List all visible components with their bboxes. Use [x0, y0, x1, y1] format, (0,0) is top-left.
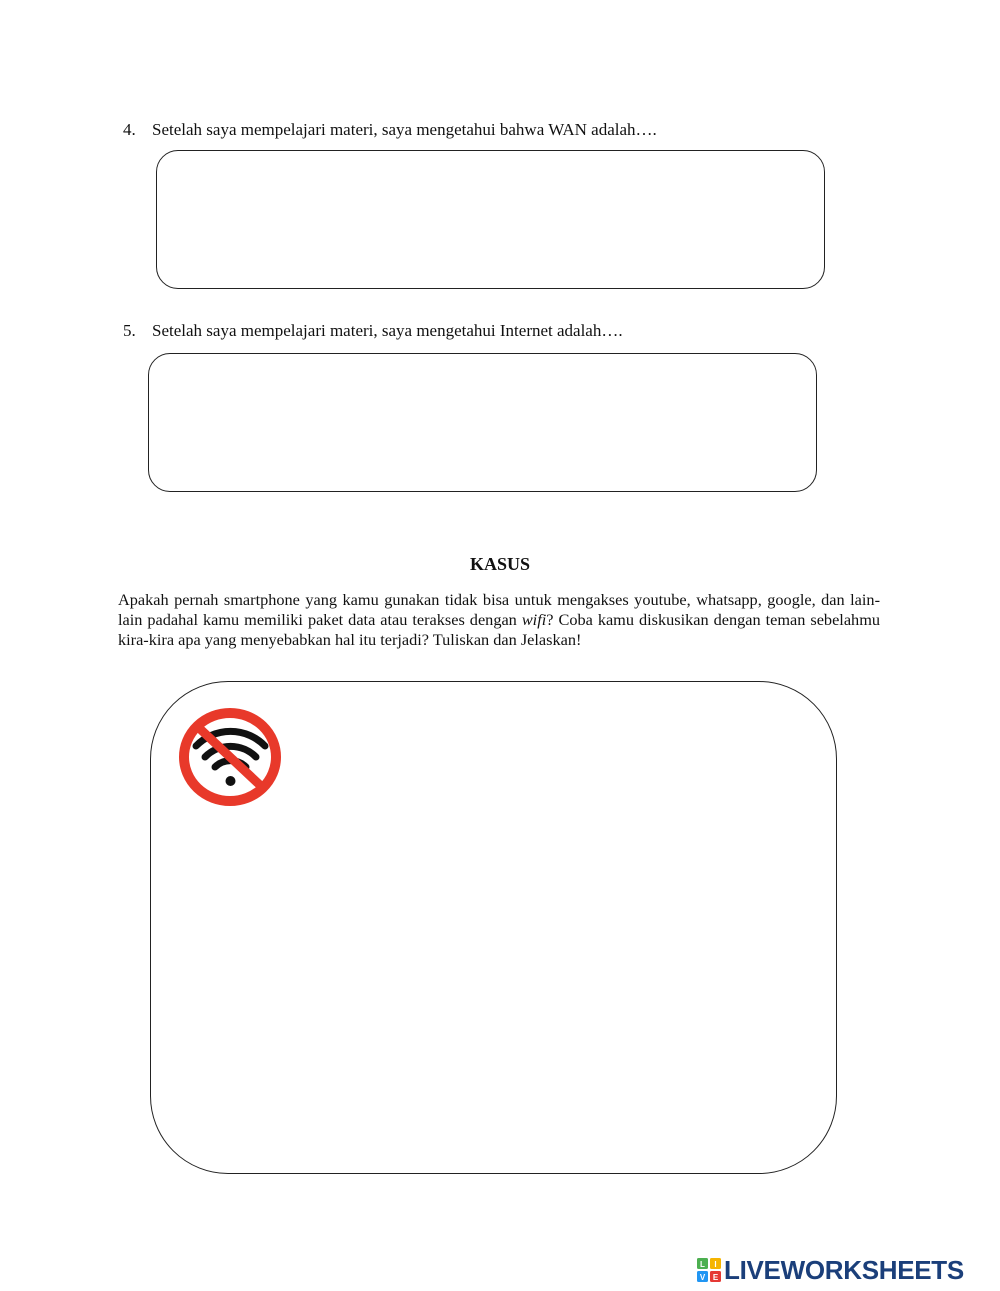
answer-box-question-4[interactable] — [156, 150, 825, 289]
case-text-part-2: ? Coba kamu diskusikan dengan teman sebelahmu kira-kira apa yang menyebabkan hal itu terjadi? Tuliskan dan Jelaskan! — [118, 610, 880, 649]
question-number: 5. — [123, 321, 136, 340]
case-title: KASUS — [469, 554, 531, 574]
logo-text: LIVEWORKSHEETS — [724, 1254, 964, 1285]
liveworksheets-logo — [697, 1255, 964, 1285]
logo-mark-letter: E — [712, 1273, 719, 1282]
logo-mark-letter: I — [714, 1260, 717, 1269]
question-number: 4. — [123, 120, 136, 139]
case-description — [118, 590, 880, 650]
answer-box-question-5[interactable] — [148, 353, 817, 492]
logo-mark-letter: V — [699, 1273, 706, 1282]
case-text-part-1: Apakah pernah smartphone yang kamu gunakan tidak bisa untuk mengakses youtube, whatsapp, google, dan lain-lain padahal kamu memiliki paket data atau terakses dengan — [118, 590, 880, 629]
question-text: Setelah saya mempelajari materi, saya mengetahui bahwa WAN adalah…. — [152, 120, 657, 139]
question-text: Setelah saya mempelajari materi, saya mengetahui Internet adalah…. — [152, 321, 623, 340]
logo-mark-icon — [697, 1258, 721, 1282]
logo-mark-letter: L — [700, 1260, 705, 1269]
no-wifi-icon — [176, 705, 284, 809]
case-italic-word: wifi — [521, 610, 547, 629]
